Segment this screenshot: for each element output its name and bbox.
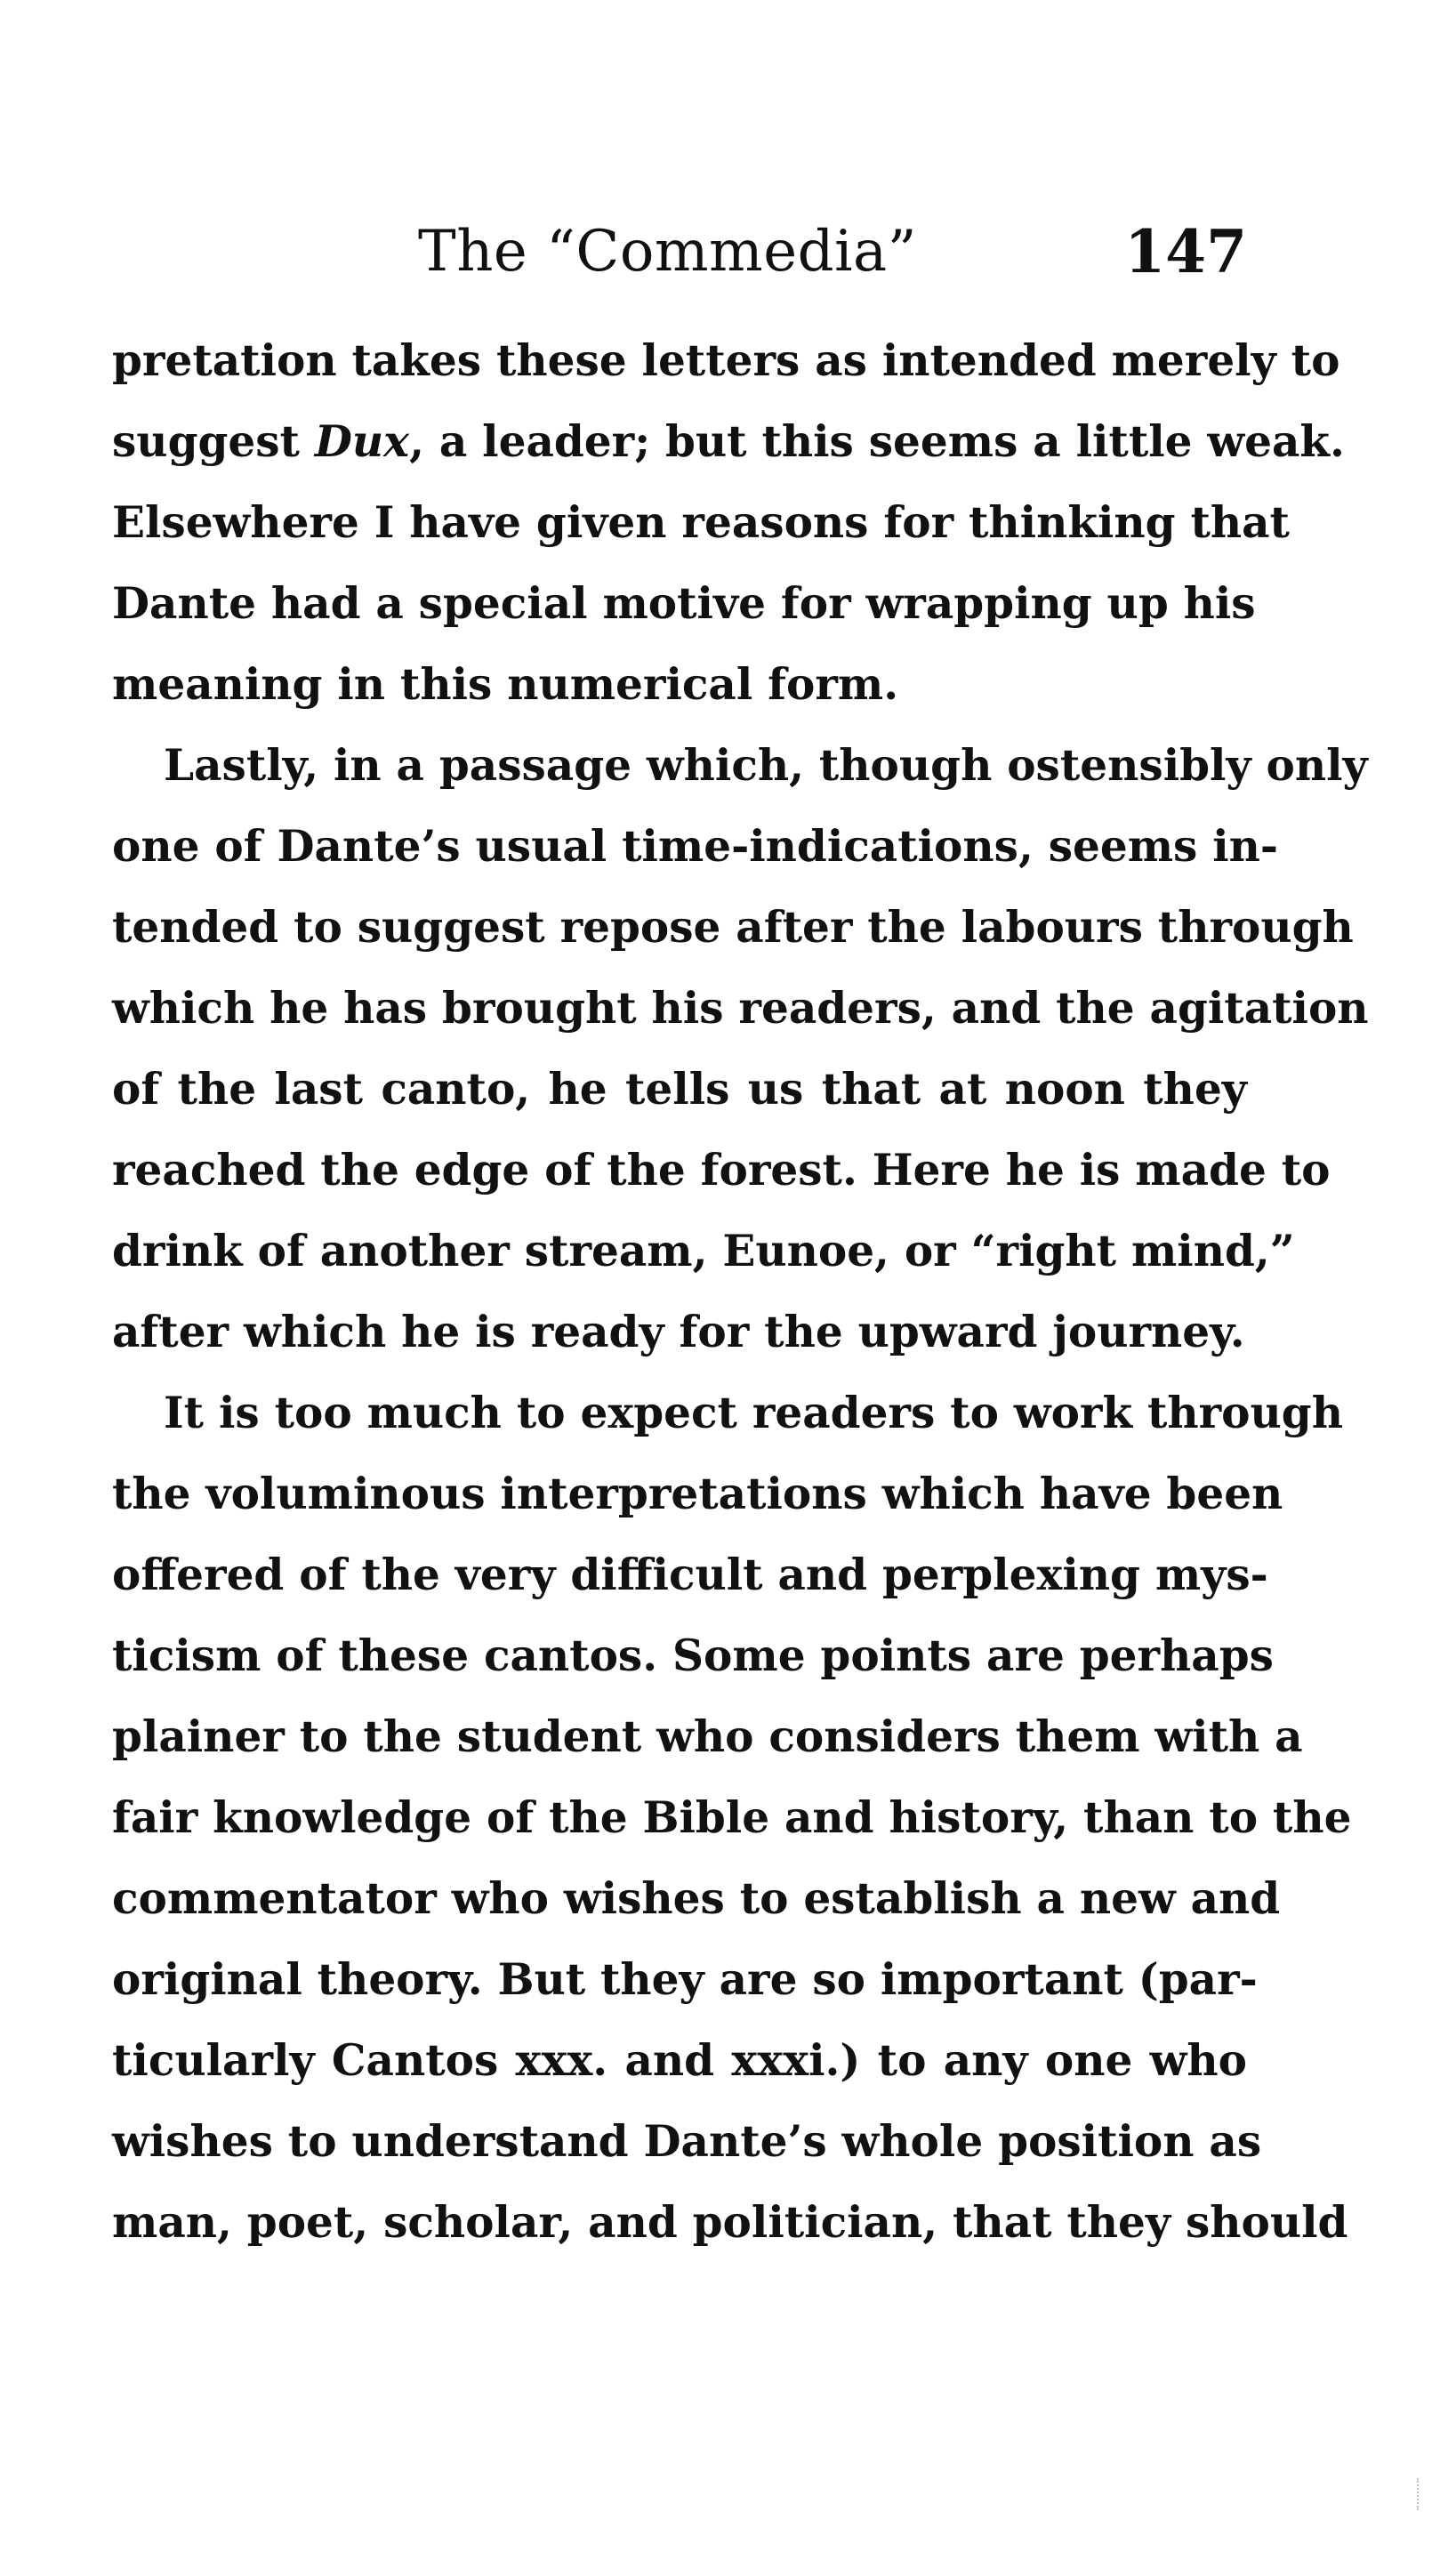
text-line: It is too much to expect readers to work through <box>164 1388 1343 1438</box>
text-line: drink of another stream, Eunoe, or “right mind,” <box>112 1226 1295 1276</box>
text-line: plainer to the student who considers them with a <box>112 1711 1303 1762</box>
text-line: wishes to understand Dante’s whole position as <box>112 2116 1262 2167</box>
text-line: original theory. But they are so important (par- <box>112 1954 1258 2005</box>
text-line: which he has brought his readers, and the agitation <box>112 983 1369 1034</box>
text-line: tended to suggest repose after the labours through <box>112 902 1354 953</box>
text-line: Lastly, in a passage which, though ostensibly only <box>164 740 1368 791</box>
scan-artifact <box>1417 2478 1424 2510</box>
text-line: ticism of these cantos. Some points are perhaps <box>112 1630 1274 1681</box>
text-line: ticularly Cantos xxx. and xxxi.) to any one who <box>112 2035 1247 2086</box>
text-line: meaning in this numerical form. <box>112 659 899 710</box>
running-head <box>112 212 1247 292</box>
text-line: commentator who wishes to establish a new and <box>112 1873 1281 1924</box>
paragraph-2 <box>112 725 1369 1373</box>
running-title: The “Commedia” <box>418 219 917 285</box>
italic-word: Dux <box>314 416 410 467</box>
body-text <box>112 320 1369 2263</box>
text-line: of the last canto, he tells us that at noon they <box>112 1064 1247 1115</box>
paragraph-1 <box>112 320 1345 725</box>
text-line: reached the edge of the forest. Here he is made to <box>112 1145 1331 1195</box>
text-line: fair knowledge of the Bible and history, than to the <box>112 1792 1352 1843</box>
paragraph-3 <box>112 1373 1352 2263</box>
text-line: Elsewhere I have given reasons for thinking that <box>112 497 1290 548</box>
text-line: offered of the very difficult and perplexing mys- <box>112 1550 1268 1600</box>
page-number: 147 <box>1124 217 1247 286</box>
text-line: after which he is ready for the upward journey. <box>112 1307 1245 1357</box>
text-line: one of Dante’s usual time-indications, seems in- <box>112 821 1279 872</box>
text-line: the voluminous interpretations which have been <box>112 1469 1283 1519</box>
text-line: suggest Dux, a leader; but this seems a little weak. <box>112 416 1345 467</box>
text-line: man, poet, scholar, and politician, that they should <box>112 2197 1348 2248</box>
text-line: pretation takes these letters as intended merely to <box>112 335 1340 386</box>
text-line: Dante had a special motive for wrapping up his <box>112 578 1256 629</box>
